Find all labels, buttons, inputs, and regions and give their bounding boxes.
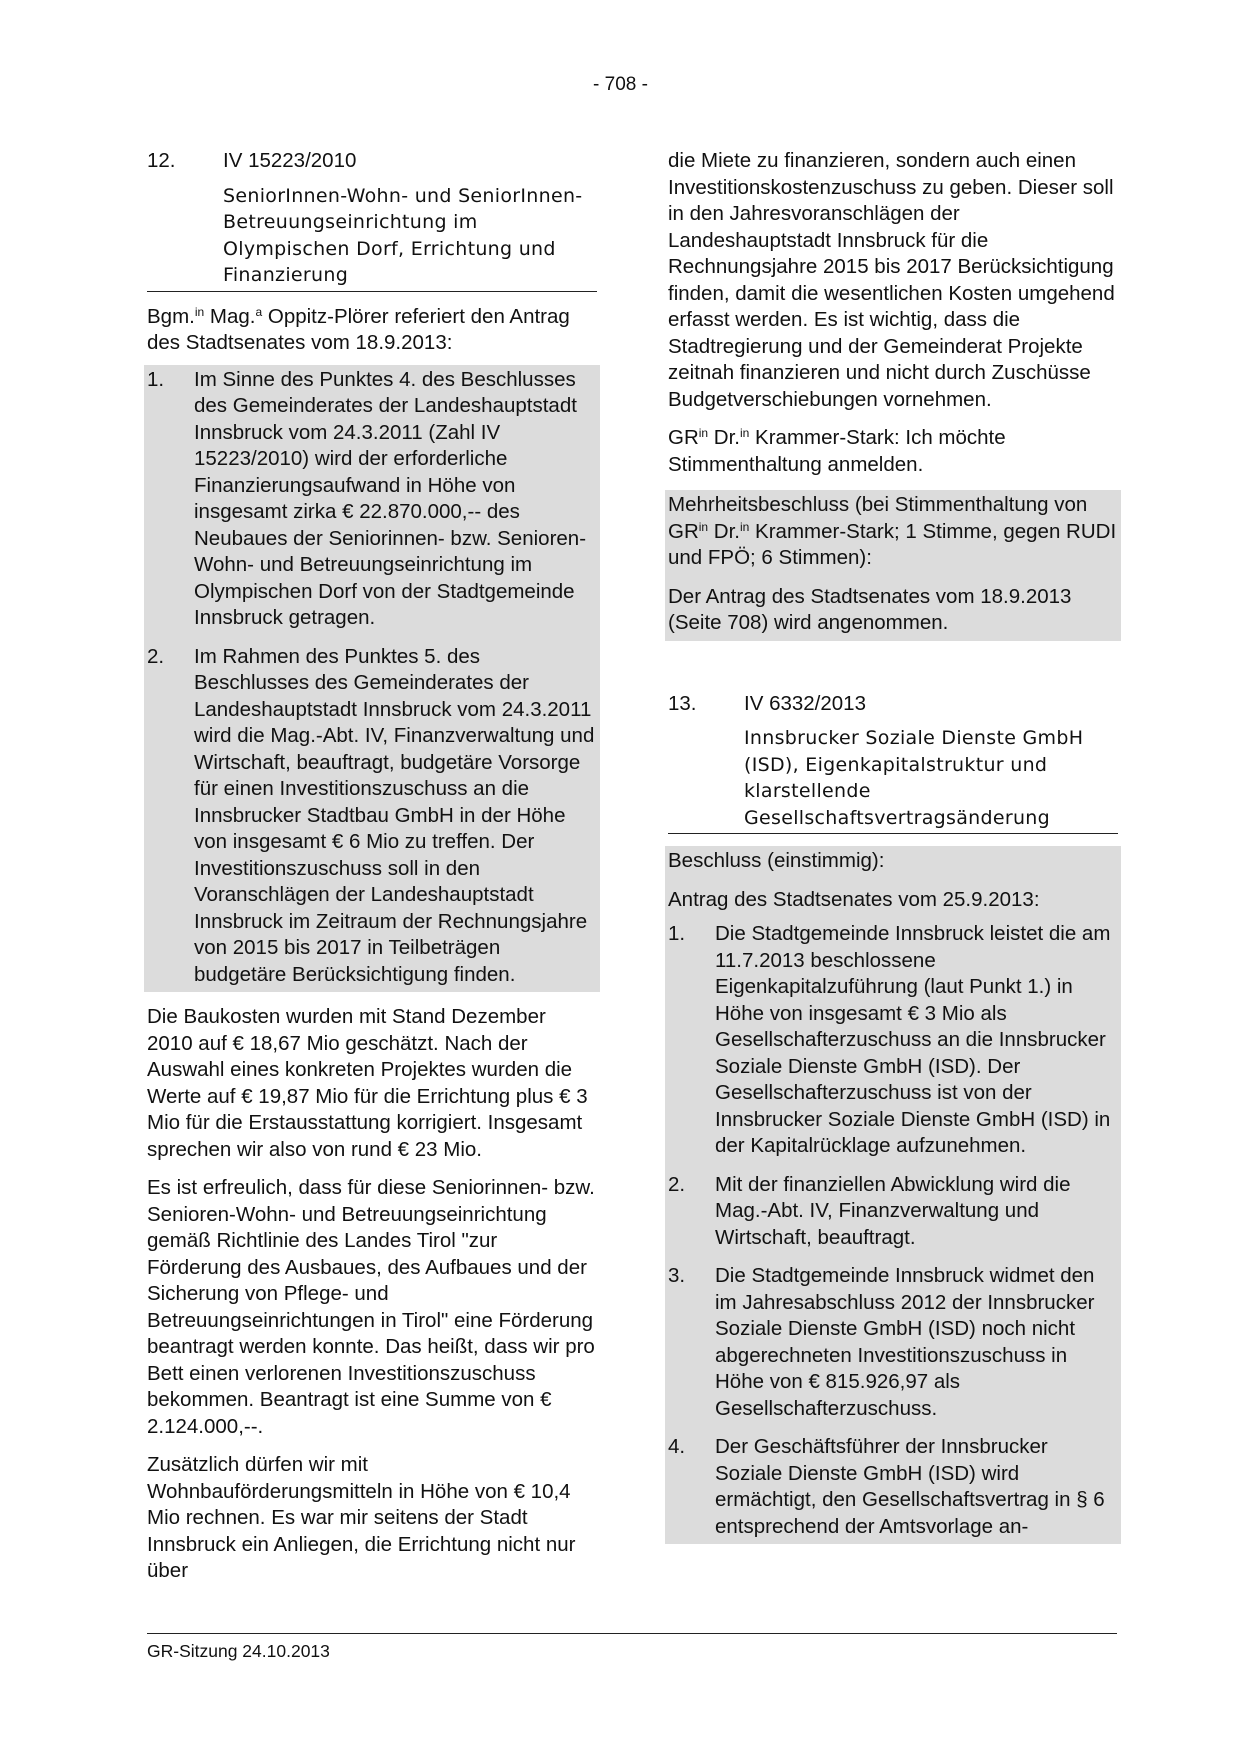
list-item: 3. Die Stadtgemeinde Innsbruck widmet den im Jahresabschluss 2012 der Innsbrucker Soziale Dienste GmbH (ISD) noch nicht abgerechneten Investitionszuschuss in Höhe von € 815.926,97 als Gesellschafterzuschuss. (668, 1264, 1095, 1420)
body-paragraph: Die Baukosten wurden mit Stand Dezember 2010 auf € 18,67 Mio geschätzt. Nach der Auswahl eines konkreten Projektes wurden die Werte auf € 19,87 Mio für die Errichtung plus € 3 Mio für die Erstausstattung korrigiert. Insgesamt sprechen wir also von rund € 23 Mio. (147, 1005, 588, 1161)
left-column (147, 148, 597, 1585)
item-reference: IV 6332/2013 (744, 691, 866, 715)
statement-paragraph: $GR^{in}$ Dr.$^{in}$ Krammer-Stark: Ich möchte Stimmenthaltung anmelden. (668, 426, 1006, 476)
item-title: Innsbrucker Soziale Dienste GmbH (ISD), Eigenkapitalstruktur und klarstellende Gesellschaftsvertragsänderung (744, 727, 1084, 829)
item-12-header (147, 148, 597, 292)
list-item: 1. Im Sinne des Punktes 4. des Beschlusses des Gemeinderates der Landeshauptstadt Innsbruck vom 24.3.2011 (Zahl IV 15223/2010) wird der erforderliche Finanzierungsaufwand in Höhe von insgesamt zirka € 22.870.000,-- des Neubaues der Seniorinnen- bzw. Senioren-Wohn- und Betreuungseinrichtung im Olympischen Dorf von der Stadtgemeinde Innsbruck getragen. (147, 367, 587, 629)
item-reference: IV 15223/2010 (223, 149, 357, 172)
list-item: 2. Im Rahmen des Punktes 5. des Beschlusses des Gemeinderates der Landeshauptstadt Innsbruck vom 24.3.2011 wird die Mag.-Abt. IV, Finanzverwaltung und Wirtschaft, beauftragt, budgetäre Vorsorge für einen Investitionszuschuss an die Innsbrucker Stadtbau GmbH in der Höhe von insgesamt € 6 Mio zu treffen. Der Investitionszuschuss soll in den Voranschlägen der Landeshauptstadt Innsbruck im Zeitraum der Rechnungsjahre von 2015 bis 2017 in Teilbeträgen budgetäre Berücksichtigung finden. (147, 644, 595, 986)
body-paragraph: Es ist erfreulich, dass für diese Seniorinnen- bzw. Senioren-Wohn- und Betreuungseinrichtung gemäß Richtlinie des Landes Tirol "zur Förderung des Ausbaues, des Aufbaues und der Sicherung von Pflege- und Betreuungseinrichtungen in Tirol" eine Förderung beantragt werden konnte. Das heißt, dass wir pro Bett einen verlorenen Investitionszuschuss bekommen. Beantragt ist eine Summe von € 2.124.000,--. (147, 1176, 595, 1438)
item-title: SeniorInnen-Wohn- und SeniorInnen-Betreuungseinrichtung im Olympischen Dorf, Errichtung und Finanzierung (223, 184, 583, 286)
right-column (668, 148, 1118, 1544)
item-number: 13. (668, 691, 697, 715)
footer-divider (147, 1633, 1117, 1634)
decision-label: Beschluss (einstimmig): (668, 849, 885, 872)
item-number: 12. (147, 149, 176, 172)
intro-paragraph: Bgm.$^{in}$ Mag.$^a$ Oppitz-Plörer referiert den Antrag des Stadtsenates vom 18.9.2013: (147, 304, 570, 354)
motion-list (144, 365, 600, 993)
list-item: 4. Der Geschäftsführer der Innsbrucker Soziale Dienste GmbH (ISD) wird ermächtigt, den Gesellschaftsvertrag in § 6 entsprechend der Amtsvorlage an- (668, 1435, 1105, 1538)
footer-text: GR-Sitzung 24.10.2013 (147, 1641, 330, 1661)
decision-box (665, 846, 1121, 1544)
list-item: 2. Mit der finanziellen Abwicklung wird die Mag.-Abt. IV, Finanzverwaltung und Wirtschaft, beauftragt. (668, 1172, 1071, 1249)
resolution-box (665, 490, 1121, 641)
motion-list (668, 921, 1118, 1540)
body-paragraph: Zusätzlich dürfen wir mit Wohnbauförderungsmitteln in Höhe von € 10,4 Mio rechnen. Es war mir seitens der Stadt Innsbruck ein Anliegen, die Errichtung nicht nur über (147, 1453, 576, 1582)
motion-intro: Antrag des Stadtsenates vom 25.9.2013: (668, 887, 1040, 911)
item-13-header (668, 691, 1118, 835)
resolution-result: Der Antrag des Stadtsenates vom 18.9.2013 (Seite 708) wird angenommen. (668, 584, 1072, 634)
list-item: 1. Die Stadtgemeinde Innsbruck leistet die am 11.7.2013 beschlossene Eigenkapitalzuführung (laut Punkt 1.) in Höhe von insgesamt € 3 Mio als Gesellschafterzuschuss an die Innsbrucker Soziale Dienste GmbH (ISD). Der Gesellschafterzuschuss ist von der Innsbrucker Soziale Dienste GmbH (ISD) in der Kapitalrücklage aufzunehmen. (668, 922, 1111, 1157)
body-paragraph: die Miete zu finanzieren, sondern auch einen Investitionskostenzuschuss zu geben. Dieser soll in den Jahresvoranschlägen der Landeshauptstadt Innsbruck für die Rechnungsjahre 2015 bis 2017 Berücksichtigung finden, damit die wesentlichen Kosten umgehend erfasst werden. Es ist wichtig, dass die Stadtregierung und der Gemeinderat Projekte zeitnah finanzieren und nicht durch Zuschüsse Budgetverschiebungen vornehmen. (668, 149, 1115, 411)
page-number: - 708 - (593, 74, 648, 95)
resolution-text: Mehrheitsbeschluss (bei Stimmenthaltung von $GR^{in}$ Dr.$^{in}$ Krammer-Stark; 1 Stimme, gegen RUDI und FPÖ; 6 Stimmen): (668, 493, 1117, 569)
